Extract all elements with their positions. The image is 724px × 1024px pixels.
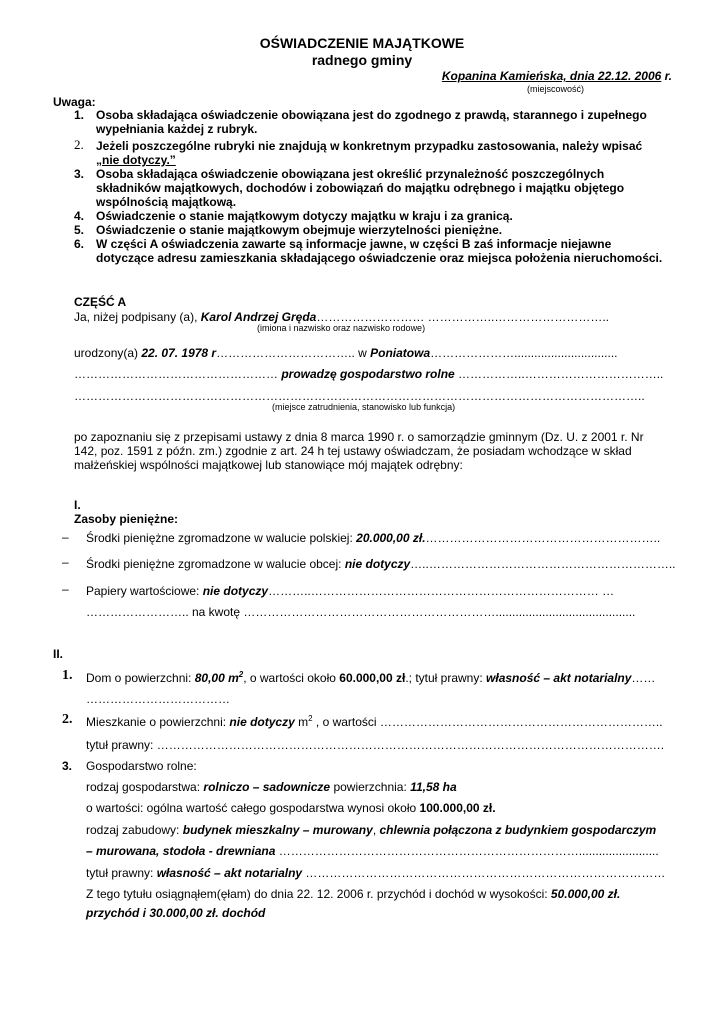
note-text: W części A oświadczenia zawarte są informacje jawne, w części B zaś informacje niejawne xyxy=(96,237,612,251)
farm-type-label: rodzaj gospodarstwa: xyxy=(86,780,204,794)
farm-value-line xyxy=(86,801,496,815)
birth-dots: …………………………….. w xyxy=(216,346,371,360)
pln-funds-line xyxy=(86,531,660,545)
pln-funds-label: Środki pieniężne zgromadzone w walucie polskiej: xyxy=(86,531,357,545)
place-date: Kopanina Kamieńska, dnia 22.12. 2006 xyxy=(441,69,662,83)
farm-title-dots: ……………………………………………………………………………… xyxy=(302,866,666,880)
house-dots: …… xyxy=(631,671,656,685)
income-line xyxy=(86,887,620,901)
house-mid: , o wartości około xyxy=(243,671,340,685)
foreign-funds-value: nie dotyczy xyxy=(344,557,411,571)
note-text: Oświadczenie o stanie majątkowym dotyczy majątku w kraju i za granicą. xyxy=(96,209,513,223)
note-text: wspólnością majątkową. xyxy=(96,195,237,209)
pln-funds-dots: ………………………………………………….. xyxy=(425,531,661,545)
house-area-sup: 2 xyxy=(238,670,244,679)
buildings-line xyxy=(86,823,656,837)
flat-title-line: tytuł prawny: ………………………………………………………………………………………………………………. xyxy=(86,738,665,752)
occupation-dots-2: ……………..…………………………….. xyxy=(454,367,664,381)
house-line xyxy=(86,670,655,685)
section-1-heading: Zasoby pieniężne: xyxy=(74,512,179,526)
farm-label: Gospodarstwo rolne: xyxy=(86,759,197,773)
section-1-number: I. xyxy=(74,498,81,512)
foreign-funds-label: Środki pieniężne zgromadzone w walucie obcej: xyxy=(86,557,345,571)
place-date-line xyxy=(442,69,672,83)
birth-prefix: urodzony(a) xyxy=(74,346,142,360)
foreign-funds-line xyxy=(86,557,676,571)
part-a-heading: CZĘŚĆ A xyxy=(74,295,127,309)
note-number: 1. xyxy=(74,108,85,122)
house-label: Dom o powierzchni: xyxy=(86,671,195,685)
signatory-name: Karol Andrzej Gręda xyxy=(200,310,317,324)
statement-paragraph-line: 142, poz. 1591 z późn. zm.) zgodnie z art. 24 h tej ustawy oświadczam, że posiadam wchodzące w skład xyxy=(74,444,632,458)
occupation: prowadzę gospodarstwo rolne xyxy=(281,367,455,381)
house-title: własność – akt notarialny xyxy=(486,671,632,685)
note-text: składników majątkowych, dochodów i zobowiązań do majątku odrębnego i majątku objętego xyxy=(96,181,625,195)
house-title-label: .; tytuł prawny: xyxy=(405,671,487,685)
buildings-2: chlewnia połączona z budynkiem gospodarczym xyxy=(379,823,657,837)
farm-area-label: powierzchnia: xyxy=(330,780,411,794)
name-caption: (imiona i nazwisko oraz nazwisko rodowe) xyxy=(257,323,426,333)
buildings-sep: , xyxy=(372,823,380,837)
farm-value: 100.000,00 zł. xyxy=(419,801,496,815)
flat-value: nie dotyczy xyxy=(229,715,295,729)
foreign-funds-dots: …..…………………………………………………….. xyxy=(410,557,676,571)
note-number: 3. xyxy=(74,167,85,181)
flat-rest: , o wartości …………………………………………………………….. xyxy=(312,715,663,729)
place-date-suffix: r. xyxy=(661,69,672,83)
note-number: 6. xyxy=(74,237,85,251)
note-text: Jeżeli poszczególne rubryki nie znajdują w konkretnym przypadku zastosowania, należy wpisać xyxy=(96,139,643,153)
house-area: 80,00 m xyxy=(194,671,239,685)
flat-number: 2. xyxy=(62,712,73,727)
birth-date: 22. 07. 1978 r xyxy=(141,346,217,360)
occupation-caption: (miejsce zatrudnienia, stanowisko lub funkcja) xyxy=(272,402,456,412)
note-text: Osoba składająca oświadczenie obowiązana jest do zgodnego z prawdą, starannego i zupełnego xyxy=(96,108,647,122)
farm-area: 11,58 ha xyxy=(410,780,457,794)
occupation-line-2: …………………………………………………………………………………………………………………………….. xyxy=(74,389,645,403)
house-number: 1. xyxy=(62,668,73,683)
occupation-line xyxy=(74,367,663,381)
place-caption: (miejscowość) xyxy=(527,84,585,94)
bullet-dash: – xyxy=(62,555,69,569)
flat-line xyxy=(86,714,663,729)
farm-number: 3. xyxy=(62,759,73,773)
bullet-dash: – xyxy=(62,582,69,596)
securities-label: Papiery wartościowe: xyxy=(86,584,203,598)
document-title: OŚWIADCZENIE MAJĄTKOWE xyxy=(259,35,465,51)
income-text: Z tego tytułu osiągnąłem(ęłam) do dnia 22. 12. 2006 r. przychód i dochód w wysokości: xyxy=(86,887,551,901)
farm-type: rolniczo – sadownicze xyxy=(203,780,331,794)
buildings-1: budynek mieszkalny – murowany xyxy=(182,823,373,837)
uwaga-label: Uwaga: xyxy=(53,95,96,109)
birth-line xyxy=(74,346,618,360)
farm-value-label: o wartości: ogólna wartość całego gospodarstwa wynosi około xyxy=(86,801,420,815)
securities-dots: ………..……………………………………………………………… … xyxy=(268,584,615,598)
house-value: 60.000,00 zł xyxy=(339,671,406,685)
note-text: Osoba składająca oświadczenie obowiązana jest określić przynależność poszczególnych xyxy=(96,167,605,181)
note-number: 4. xyxy=(74,209,85,223)
income-line-2: przychód i 30.000,00 zł. dochód xyxy=(86,906,266,920)
note-number: 5. xyxy=(74,223,85,237)
flat-unit: m xyxy=(294,715,309,729)
document-subtitle: radnego gminy xyxy=(311,52,413,68)
statement-paragraph-line: małżeńskiej wspólności majątkowej lub stanowiące mój majątek odrębny: xyxy=(74,458,463,472)
securities-line xyxy=(86,584,614,598)
farm-title-label: tytuł prawny: xyxy=(86,866,157,880)
flat-unit-sup: 2 xyxy=(308,714,313,723)
farm-title-line xyxy=(86,866,665,880)
note-number: 2. xyxy=(74,137,84,152)
farm-type-line xyxy=(86,780,457,794)
buildings-label: rodzaj zabudowy: xyxy=(86,823,183,837)
house-dots-line: ……………………………… xyxy=(86,692,230,706)
note-text: wypełniania każdej z rubryk. xyxy=(96,122,258,136)
note-text: dotyczące adresu zamieszkania składającego oświadczenie oraz miejsca położenia nieruchomości. xyxy=(96,251,663,265)
bullet-dash: – xyxy=(62,530,69,544)
birth-dots-2: …………………............................... xyxy=(430,346,618,360)
flat-label: Mieszkanie o powierzchni: xyxy=(86,715,230,729)
occupation-dots: …………………………………………… xyxy=(74,367,282,381)
buildings-line-2 xyxy=(86,844,659,858)
buildings-dots: …………………………………………………………………........................ xyxy=(275,844,659,858)
securities-amount-line: …………………….. na kwotę ……………………………………………………….......................................... xyxy=(86,605,636,619)
note-text: „nie dotyczy.” xyxy=(96,153,176,167)
note-text: Oświadczenie o stanie majątkowym obejmuje wierzytelności pieniężne. xyxy=(96,223,503,237)
signatory-line xyxy=(74,310,609,324)
farm-title: własność – akt notarialny xyxy=(156,866,303,880)
securities-value: nie dotyczy xyxy=(202,584,269,598)
statement-paragraph-line: po zapoznaniu się z przepisami ustawy z dnia 8 marca 1990 r. o samorządzie gminnym (Dz. U. z 2001 r. Nr xyxy=(74,430,644,444)
income-value: 50.000,00 zł. xyxy=(550,887,621,901)
section-2-number: II. xyxy=(53,647,64,661)
signatory-dots: ……………………… ……………..……………………….. xyxy=(316,310,609,324)
pln-funds-value: 20.000,00 zł. xyxy=(356,531,426,545)
buildings-3: – murowana, stodoła - drewniana xyxy=(86,844,276,858)
birth-place: Poniatowa xyxy=(370,346,431,360)
signatory-prefix: Ja, niżej podpisany (a), xyxy=(74,310,201,324)
